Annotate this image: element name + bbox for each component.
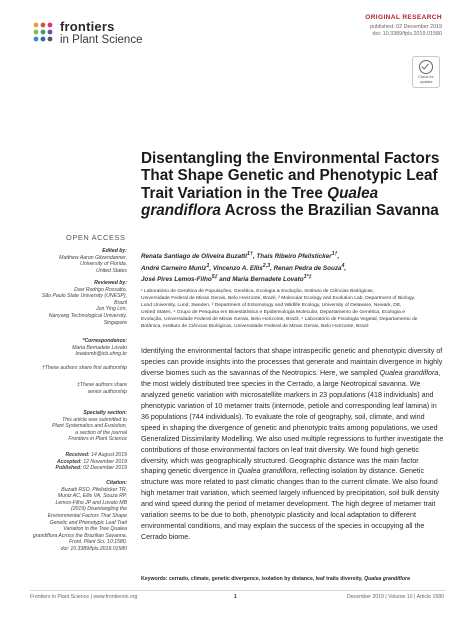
senior-authorship-note: [21, 382, 127, 395]
frontiers-logo-icon: [30, 20, 56, 46]
open-access-label: OPEN ACCESS: [66, 233, 126, 242]
specialty-label: Specialty section:: [83, 410, 127, 416]
affiliation-line: Evolução, Universidade Federal de Minas Gerais, Belo Horizonte, Brazil, ⁵ Laboratório de Fisiologia Vegetal, Departamento de: [141, 317, 418, 323]
reviewed-by-label: Reviewed by:: [94, 280, 127, 286]
logo-journal-text: in Plant Science: [60, 34, 143, 46]
citation-line: Variation in the Tree Qualea: [63, 526, 127, 533]
correspondence-email-link[interactable]: lovatomb@icb.ufmg.br: [75, 351, 127, 358]
check-updates-label-2: updates: [419, 80, 433, 84]
check-updates-label-1: Check for: [418, 75, 434, 79]
edited-by-block: [21, 248, 127, 274]
logo-brand-text: frontiers: [60, 19, 115, 34]
reviewer-line: Brazil: [114, 299, 127, 306]
correspondence-block: [21, 338, 127, 358]
specialty-line: This article was submitted to: [62, 416, 127, 423]
received-date: 14 August 2019: [91, 452, 127, 458]
author-1-affil: 1†: [247, 251, 253, 257]
affiliation-line: Universidade Federal de Minas Gerais, Belo Horizonte, Brazil, ² Molecular Ecology and Evolution Lab, Department of Biology,: [141, 296, 416, 302]
author-separator: ,: [337, 253, 340, 261]
abstract: [141, 346, 445, 543]
author-2[interactable]: , Thais Ribeiro Pfeilsticker: [252, 253, 332, 261]
author-5[interactable]: , Renan Pedra de Souza: [270, 264, 342, 272]
received-label: Received:: [65, 452, 90, 458]
citation-line: Front. Plant Sci. 10:1580.: [68, 539, 127, 546]
specialty-line: Frontiers in Plant Science: [68, 436, 127, 443]
doi-link[interactable]: doi: 10.3389/fpls.2019.01580: [372, 31, 442, 37]
reviewer-line: Singapore: [103, 319, 127, 326]
citation-label: Citation:: [106, 480, 127, 486]
specialty-line: a section of the journal: [75, 429, 127, 436]
page-number: 1: [234, 594, 237, 600]
published-date-side: 02 December 2019: [83, 465, 127, 472]
author-5-affil: 4: [341, 262, 345, 269]
keywords: [141, 576, 446, 583]
article-type-label: ORIGINAL RESEARCH: [365, 14, 442, 21]
footer-journal-link[interactable]: Frontiers in Plant Science | www.frontiersin.org: [30, 594, 138, 600]
published-date: published: 02 December 2019: [370, 24, 442, 30]
abstract-species-2: Qualea grandiflora: [237, 467, 297, 476]
edited-by-label: Edited by:: [102, 248, 127, 254]
reviewed-by-block: [21, 280, 127, 326]
keywords-species: Qualea grandiflora: [364, 576, 410, 582]
published-date-row: [21, 465, 127, 472]
accepted-date: 12 November 2019: [83, 458, 127, 465]
author-7[interactable]: and Maria Bernadete Lovato: [217, 276, 304, 284]
affiliation-line: Botânica, Instituto de Ciências Biológicas, Universidade Federal de Minas Gerais, Belo Horizonte, Brazil: [141, 324, 369, 330]
footer-issue-info: December 2019 | Volume 10 | Article 1580: [347, 594, 444, 600]
abstract-text-1: Identifying the environmental factors that shape intraspecific genetic and phenotypic diversity of species can provide insights into the processes that generate and maintain divergence in highly diverse biomes such as the savannas of the Neotropics. Here, we sampled: [141, 347, 443, 377]
author-list: [141, 250, 446, 285]
citation-line: Buzatti RSO, Pfeilsticker TR,: [61, 486, 127, 493]
citation-block: [21, 480, 127, 553]
note-line: senior authorship: [87, 388, 127, 395]
affiliations: [141, 288, 446, 331]
reviewer-line[interactable]: Davi Rodrigo Rossatto,: [74, 286, 127, 293]
author-separator: ,: [344, 264, 347, 272]
correspondence-label: *Correspondence:: [82, 338, 127, 344]
note-line: ‡These authors share: [76, 382, 127, 388]
citation-line: Environmental Factors That Shape: [47, 512, 127, 519]
dates-block: [21, 452, 127, 472]
affiliation-line: United States, ⁴ Grupo de Pesquisa em Bioestatística e Epidemiologia Molecular, Departamento de Genética, Ecologia e: [141, 310, 405, 316]
abstract-text-2: , the most widely distributed tree species in the Cerrado, a large Neotropical savanna. We analyzed genetic variation with microsatellite markers in 23 populations (418 individuals) and phenotypic variation of 10 metamer traits (internode, petiole and corresponding leaf lamina) in 36 populations (744 individuals). To evaluate the role of geography, soil, climate, and wind speed in shaping the divergence of genetic and phenotypic traits among populations, we used Generalized Dissimilarity Modelling. We also used multiple regressions to further investigate the contributions of those environmental factors on leaf trait diversity. We found high genetic diversity, which was geographically structured. Geographic distance was the main factor shaping genetic divergence in: [141, 368, 444, 476]
author-2-affil: 1†: [331, 251, 338, 257]
keywords-label: Keywords:: [141, 576, 168, 582]
abstract-text-3: , reflecting isolation by distance. Genetic structure was more related to past climatic changes than to the current climate. We also found high metamer trait variation, which seemed largely influenced by precipitation, soil bulk density and wind speed during the period of metamer development. The high degree of metamer trait variation seems to be due to both, phenotypic plasticity and local adaptation to different environmental conditions, and may explain the success of the species in occupying all the Cerrado biome.: [141, 467, 440, 542]
reviewer-line: São Paulo State University (UNESP),: [41, 293, 127, 300]
correspondence-name: Maria Bernadete Lovato: [72, 344, 127, 351]
author-1[interactable]: Renata Santiago de Oliveira Buzatti: [141, 253, 248, 261]
author-3-affil: 1: [206, 262, 210, 269]
citation-line: Lemos-Filho JP and Lovato MB: [55, 499, 127, 506]
author-6-affil: 5‡: [211, 274, 218, 281]
first-authorship-note: [21, 365, 127, 372]
footer-divider: [30, 590, 446, 591]
editor-line: University of Florida,: [80, 261, 127, 268]
title-part-1: Disentangling the Environmental Factors That Shape Genetic and Phenotypic Leaf Trait Variation in the Tree: [141, 150, 440, 202]
published-label: Published:: [55, 465, 82, 472]
affiliation-line: Lund University, Lund, Sweden, ³ Department of Entomology and Wildlife Ecology, University of Delaware, Newark, DE,: [141, 303, 402, 309]
received-date-row: [21, 452, 127, 459]
journal-logo: [30, 16, 160, 50]
editor-line: United States: [96, 267, 127, 274]
citation-line: Genetic and Phenotypic Leaf Trait: [49, 519, 127, 526]
author-3[interactable]: André Carneiro Muniz: [141, 264, 207, 272]
author-4[interactable]: , Vincenzo A. Ellis: [209, 264, 263, 272]
author-7-affil: 1*‡: [303, 274, 312, 281]
reviewer-line: Nanyang Technological University,: [48, 312, 127, 319]
citation-line: (2019) Disentangling the: [70, 506, 127, 513]
accepted-date-row: [21, 459, 127, 466]
editor-line[interactable]: Matthew Aaron Gitzendanner,: [59, 254, 127, 261]
citation-doi-link[interactable]: doi: 10.3389/fpls.2019.01580: [60, 545, 127, 552]
check-updates-icon: [419, 60, 433, 74]
accepted-label: Accepted:: [56, 458, 82, 465]
note-line: †These authors share first authorship: [41, 365, 127, 371]
specialty-section-block: [21, 410, 127, 443]
author-6[interactable]: José Pires Lemos-Filho: [141, 276, 212, 284]
affiliation-line: ¹ Laboratório de Genética de Populações, Genética, Ecologia & Evolução, Instituto de Ciências Biológicas,: [141, 289, 375, 294]
citation-line: Muniz AC, Ellis VA, Souza RP,: [57, 493, 127, 500]
reviewer-line[interactable]: Jun Ying Lim,: [96, 306, 127, 313]
author-4-affil: 2,3: [262, 262, 271, 269]
citation-line: grandiflora Across the Brazilian Savanna.: [32, 532, 127, 539]
check-for-updates-badge[interactable]: [412, 56, 440, 88]
abstract-species-1: Qualea grandiflora: [379, 368, 439, 377]
article-title: [141, 150, 446, 220]
title-part-2: Across the Brazilian Savanna: [220, 202, 439, 220]
title-species: Qualea grandiflora: [141, 184, 379, 220]
specialty-line: Plant Systematics and Evolution,: [52, 423, 127, 430]
keywords-text: cerrado, climate, genetic divergence, isolation by distance, leaf traits diversity,: [167, 576, 365, 582]
